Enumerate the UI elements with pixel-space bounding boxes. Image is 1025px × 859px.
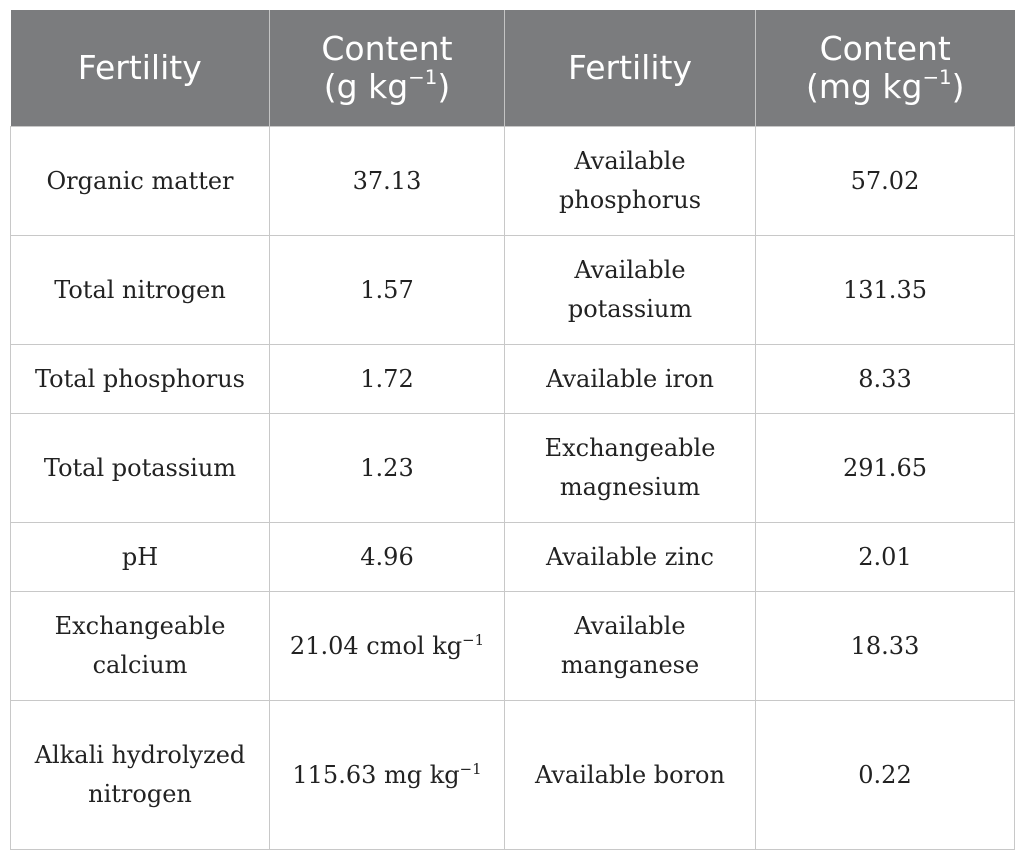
cell-fertility-a: Total phosphorus — [11, 345, 270, 414]
cell-content-a — [270, 414, 505, 523]
content-value: 21.04 cmol kg — [289, 631, 463, 660]
cell-fertility-a: Exchangeable calcium — [11, 592, 270, 701]
content-value: 37.13 — [352, 166, 422, 195]
cell-content-b: 18.33 — [756, 592, 1015, 701]
cell-content-b: 8.33 — [756, 345, 1015, 414]
soil-fertility-table — [10, 10, 1015, 850]
cell-fertility-b: Available phosphorus — [505, 127, 756, 236]
table-body — [11, 127, 1015, 850]
table-row — [11, 701, 1015, 850]
cell-fertility-a: Total nitrogen — [11, 236, 270, 345]
cell-fertility-a: pH — [11, 523, 270, 592]
cell-content-a — [270, 127, 505, 236]
cell-fertility-b: Available zinc — [505, 523, 756, 592]
table-row — [11, 236, 1015, 345]
cell-fertility-b: Available iron — [505, 345, 756, 414]
cell-content-a — [270, 523, 505, 592]
content-exponent: −1 — [462, 630, 485, 649]
cell-fertility-a: Alkali hydrolyzed nitrogen — [11, 701, 270, 850]
cell-content-a — [270, 236, 505, 345]
cell-content-b: 57.02 — [756, 127, 1015, 236]
unit-close: ) — [437, 67, 451, 106]
header-row — [11, 10, 1015, 127]
cell-content-b: 291.65 — [756, 414, 1015, 523]
table-row — [11, 127, 1015, 236]
cell-content-b: 0.22 — [756, 701, 1015, 850]
unit-close: ) — [951, 67, 965, 106]
header-unit — [324, 67, 450, 106]
header-unit — [806, 67, 965, 106]
content-value: 115.63 mg kg — [292, 760, 460, 789]
header-fertility-b — [505, 10, 756, 127]
table-row — [11, 523, 1015, 592]
cell-content-b: 2.01 — [756, 523, 1015, 592]
table-row — [11, 592, 1015, 701]
cell-fertility-a: Organic matter — [11, 127, 270, 236]
cell-fertility-b: Exchangeable magnesium — [505, 414, 756, 523]
unit-text: (mg kg — [805, 67, 923, 106]
header-label: Fertility — [77, 48, 202, 87]
cell-fertility-a: Total potassium — [11, 414, 270, 523]
table-row — [11, 345, 1015, 414]
header-label: Content — [819, 29, 951, 68]
header-content-b — [756, 10, 1015, 127]
unit-exponent: −1 — [922, 66, 952, 90]
content-exponent: −1 — [459, 759, 482, 778]
header-fertility-a — [11, 10, 270, 127]
header-label: Content — [321, 29, 453, 68]
table-row — [11, 414, 1015, 523]
header-content-a — [270, 10, 505, 127]
content-value: 1.23 — [360, 453, 414, 482]
unit-text: (g kg — [323, 67, 409, 106]
cell-content-a — [270, 345, 505, 414]
header-label: Fertility — [568, 48, 692, 87]
cell-content-a — [270, 701, 505, 850]
table-header — [11, 10, 1015, 127]
cell-fertility-b: Available boron — [505, 701, 756, 850]
cell-content-b: 131.35 — [756, 236, 1015, 345]
cell-fertility-b: Available potassium — [505, 236, 756, 345]
content-value: 1.57 — [360, 275, 414, 304]
cell-fertility-b: Available manganese — [505, 592, 756, 701]
unit-exponent: −1 — [408, 66, 438, 90]
cell-content-a — [270, 592, 505, 701]
content-value: 1.72 — [360, 364, 414, 393]
content-value: 4.96 — [360, 542, 414, 571]
